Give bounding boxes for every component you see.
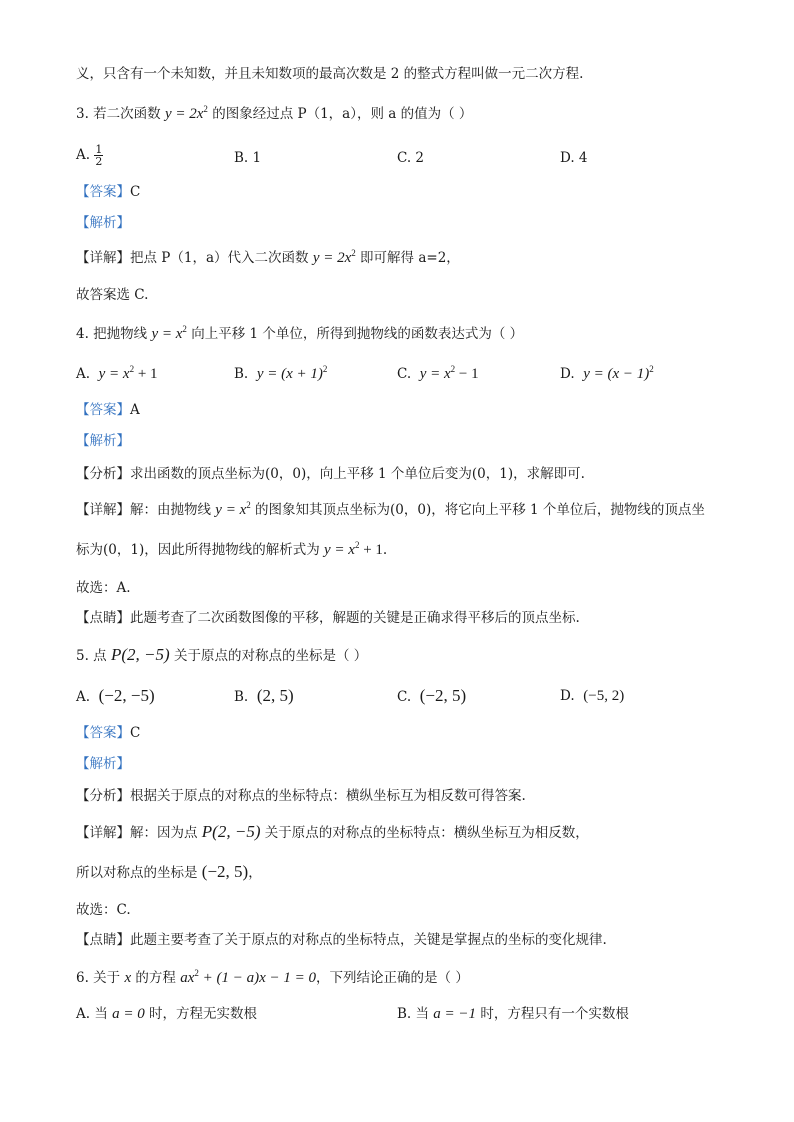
q4-option-c: C. $y = x^2 - 1$ xyxy=(397,364,479,382)
q4-analysis: 【分析】求出函数的顶点坐标为(0，0)，向上平移 1 个单位后变为(0，1)，求解即可. xyxy=(76,466,585,482)
intro-text: 义，只含有一个未知数，并且未知数项的最高次数是 2 的整式方程叫做一元二次方程. xyxy=(76,66,584,82)
q3-detail: 【详解】把点 P（1，a）代入二次函数 $y = 2x^2$ 即可解得 a=2， xyxy=(76,248,460,266)
q4-option-d: D. $y = (x - 1)^2$ xyxy=(560,364,654,382)
q5-option-b: B. (2, 5) xyxy=(234,686,294,705)
q4-detail: 【详解】解：由抛物线 $y = x^2$ 的图象知其顶点坐标为(0，0)，将它向上平移 1 个单位后，抛物线的顶点坐 xyxy=(76,500,705,518)
q3-analysis-tag: 【解析】 xyxy=(76,215,130,231)
q4-detail-cont: 标为(0，1)，因此所得抛物线的解析式为 $y = x^2 + 1$. xyxy=(76,540,388,558)
q6-option-b: B. 当 a = −1 时，方程只有一个实数根 xyxy=(397,1006,629,1022)
q3-function: $y = 2x^2$ xyxy=(164,104,208,122)
q5-detail-cont: 所以对称点的坐标是 (−2, 5)， xyxy=(76,862,262,881)
q5-analysis: 【分析】根据关于原点的对称点的坐标特点：横纵坐标互为相反数可得答案. xyxy=(76,788,526,804)
q4-option-a: A. $y = x^2 + 1$ xyxy=(76,364,158,382)
q5-comment: 【点睛】此题主要考查了关于原点的对称点的坐标特点，关键是掌握点的坐标的变化规律. xyxy=(76,932,607,948)
answer-tag: 【答案】 xyxy=(76,184,130,200)
q3-option-a: A. $\frac{1}{2}$ xyxy=(76,143,103,168)
q4-comment: 【点睛】此题考查了二次函数图像的平移，解题的关键是正确求得平移后的顶点坐标. xyxy=(76,610,580,626)
q5-answer: 【答案】C xyxy=(76,725,141,741)
q4-option-b: B. $y = (x + 1)^2$ xyxy=(234,364,328,382)
q3-conclusion: 故答案选 C. xyxy=(76,287,149,303)
fraction-one-half: $\frac{1}{2}$ xyxy=(95,143,103,168)
q3-stem-end: 的图象经过点 P（1，a），则 a 的值为（ ） xyxy=(207,106,473,122)
q5-stem: 5. 点 P(2, −5) 关于原点的对称点的坐标是（ ） xyxy=(76,645,368,664)
q4-function: $y = x^2$ xyxy=(151,324,187,342)
q5-option-d: D. (−5, 2) xyxy=(560,688,625,704)
q6-stem: 6. 关于 x 的方程 $ax^2 + (1 - a)x - 1 = 0$，下列结论正确的是（ ） xyxy=(76,968,469,986)
q5-conclusion: 故选：C. xyxy=(76,902,131,918)
q5-option-a: A. (−2, −5) xyxy=(76,686,155,705)
q3-option-b: B. 1 xyxy=(234,150,262,166)
q4-answer: 【答案】A xyxy=(76,402,140,418)
q5-point: P(2, −5) xyxy=(110,645,170,664)
q5-detail: 【详解】解：因为点 P(2, −5) 关于原点的对称点的坐标特点：横纵坐标互为相反数， xyxy=(76,822,589,841)
q3-answer: 【答案】C xyxy=(76,184,141,200)
q3-stem xyxy=(76,104,472,124)
q4-analysis-tag: 【解析】 xyxy=(76,433,130,449)
q3-option-c: C. 2 xyxy=(397,150,425,166)
q6-option-a: A. 当 a = 0 时，方程无实数根 xyxy=(76,1006,258,1022)
q4-stem: 4. 把抛物线 $y = x^2$ 向上平移 1 个单位，所得到抛物线的函数表达式为（ ） xyxy=(76,324,524,342)
q3-option-d: D. 4 xyxy=(560,150,588,166)
q5-option-c: C. (−2, 5) xyxy=(397,686,467,705)
q3-detail-function: $y = 2x^2$ xyxy=(312,248,356,266)
q4-conclusion: 故选：A. xyxy=(76,580,131,596)
detail-tag: 【详解】 xyxy=(76,250,130,266)
q3-stem-start: 3. 若二次函数 xyxy=(76,106,165,122)
q5-analysis-tag: 【解析】 xyxy=(76,756,130,772)
